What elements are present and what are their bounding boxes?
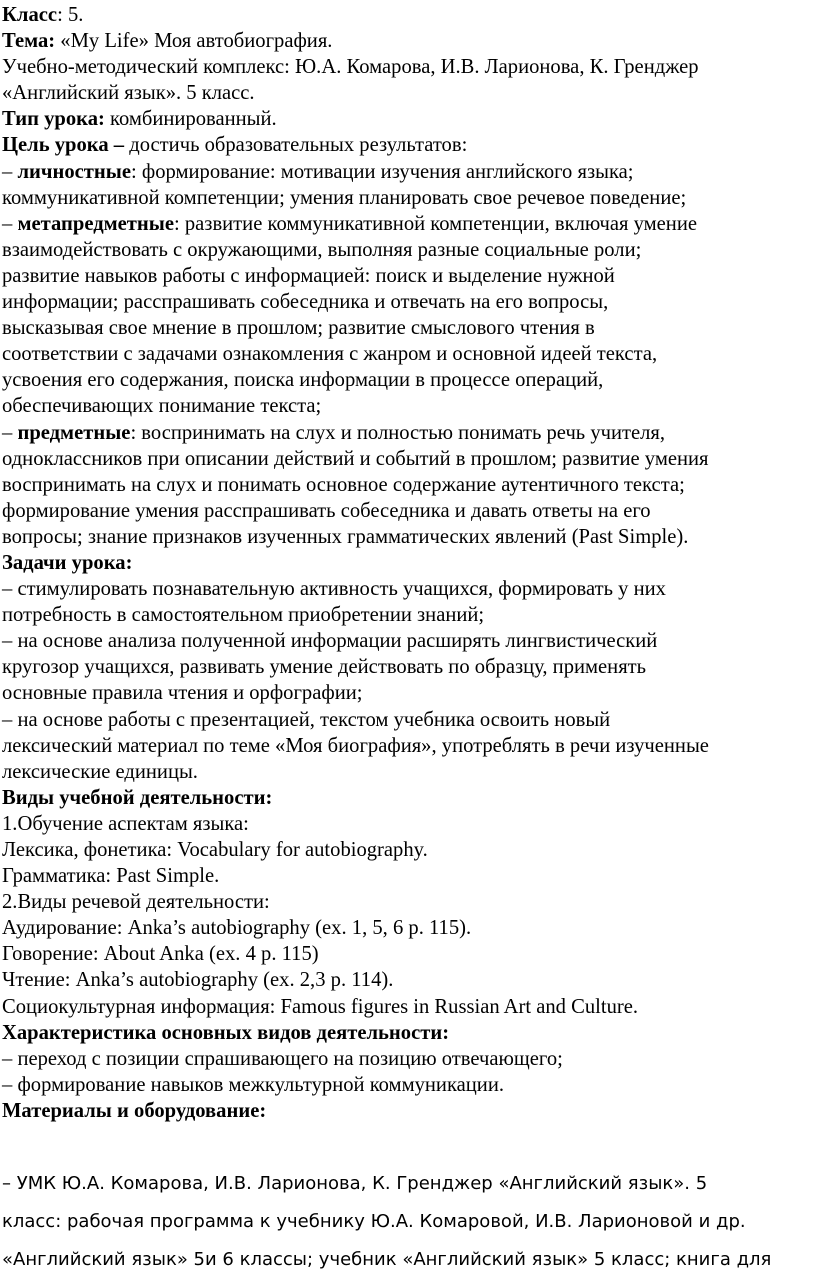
personal-dash: – [2,160,18,183]
characteristics-line: – формирование навыков межкультурной коммуникации. [2,1073,505,1096]
topic-value: «My Life» Моя автобиография. [55,30,333,53]
tasks-line: лексический материал по теме «Моя биография», употреблять в речи изученные [2,734,709,757]
tasks-line: основные правила чтения и орфографии; [2,682,363,705]
tasks-line: лексические единицы. [2,760,198,783]
goal-line [2,132,814,158]
class-value: : 5. [57,4,84,26]
tasks-heading-text: Задачи урока: [2,551,133,574]
activities-line: Говорение: About Anka (ex. 4 p. 115) [2,943,319,966]
metasubject-line: взаимодействовать с окружающими, выполняя разные социальные роли; [2,238,642,261]
goal-label: Цель урока – [2,134,125,157]
metasubject-line-1 [2,211,814,237]
activities-line: Чтение: Anka’s autobiography (ex. 2,3 p. 114). [2,969,394,992]
metasubject-line: высказывая свое мнение в прошлом; развитие смыслового чтения в [2,317,595,340]
personal-line-2: коммуникативной компетенции; умения планировать свое речевое поведение; [2,186,687,209]
subject-text: : воспринимать на слух и полностью понимать речь учителя, [130,421,666,444]
personal-line-1 [2,159,814,185]
materials-line: «Английский язык» 5и 6 классы; учебник «Английский язык» 5 класс; книга для [2,1249,772,1270]
characteristics-heading-text: Характеристика основных видов деятельности: [2,1021,450,1044]
activities-line: Грамматика: Past Simple. [2,865,220,888]
tasks-line: – на основе работы с презентацией, текстом учебника освоить новый [2,708,611,731]
subject-dash: – [2,421,18,444]
activities-line: 1.Обучение аспектам языка: [2,812,249,835]
tasks-line: – стимулировать познавательную активность учащихся, формировать у них [2,578,666,601]
activities-line: Лексика, фонетика: Vocabulary for autobiography. [2,839,428,861]
metasubject-line: информации; расспрашивать собеседника и отвечать на его вопросы, [2,291,609,314]
subject-line: одноклассников при описании действий и событий в прошлом; развитие умения [2,447,709,470]
lesson-type-line [2,106,814,132]
activities-heading-text: Виды учебной деятельности: [2,786,273,809]
subject-line: воспринимать на слух и понимать основное содержание аутентичного текста; [2,473,685,496]
metasubject-dash: – [2,212,18,235]
tasks-heading [2,550,814,576]
subject-line: вопросы; знание признаков изученных грамматических явлений (Past Simple). [2,525,689,548]
metasubject-line: усвоения его содержания, поиска информации в процессе операций, [2,369,604,392]
metasubject-line: обеспечивающих понимание текста; [2,395,322,418]
personal-label: личностные [17,160,131,183]
materials-line: – УМК Ю.А. Комарова, И.В. Ларионова, К. Гренджер «Английский язык». 5 [2,1173,708,1194]
activities-line: Социокультурная информация: Famous figures in Russian Art and Culture. [2,995,639,1018]
tasks-line: потребность в самостоятельном приобретении знаний; [2,604,485,627]
subject-label: предметные [17,421,131,444]
subject-line-1 [2,420,814,446]
materials-heading-text: Материалы и оборудование: [2,1099,267,1122]
metasubject-label: метапредметные [17,212,174,235]
document-body [2,2,814,1124]
activities-heading [2,785,814,811]
umk-line-1: Учебно-методический комплекс: Ю.А. Комарова, И.В. Ларионова, К. Гренджер [2,56,699,79]
topic-line [2,28,814,54]
lesson-type-value: комбинированный. [104,108,277,131]
characteristics-line: – переход с позиции спрашивающего на позицию отвечающего; [2,1047,563,1070]
topic-label: Тема: [2,30,56,53]
characteristics-heading [2,1020,814,1046]
subject-line: формирование умения расспрашивать собеседника и давать ответы на его [2,499,651,522]
metasubject-text: : развитие коммуникативной компетенции, включая умение [174,212,697,235]
class-label: Класс [2,4,58,26]
lesson-type-label: Тип урока: [2,108,105,131]
metasubject-line: развитие навыков работы с информацией: поиск и выделение нужной [2,264,615,287]
materials-body [2,1165,814,1279]
materials-heading [2,1098,814,1124]
tasks-line: кругозор учащихся, развивать умение действовать по образцу, применять [2,656,647,679]
metasubject-line: соответствии с задачами ознакомления с жанром и основной идеей текста, [2,343,658,366]
class-line [2,2,814,28]
personal-text: : формирование: мотивации изучения английского языка; [131,160,634,183]
umk-line-2: «Английский язык». 5 класс. [2,82,255,105]
goal-value: достичь образовательных результатов: [124,134,468,157]
activities-line: Аудирование: Anka’s autobiography (ex. 1, 5, 6 p. 115). [2,917,472,940]
tasks-line: – на основе анализа полученной информации расширять лингвистический [2,630,658,653]
activities-line: 2.Виды речевой деятельности: [2,891,270,914]
materials-line: класс: рабочая программа к учебнику Ю.А. Комаровой, И.В. Ларионовой и др. [2,1211,746,1232]
